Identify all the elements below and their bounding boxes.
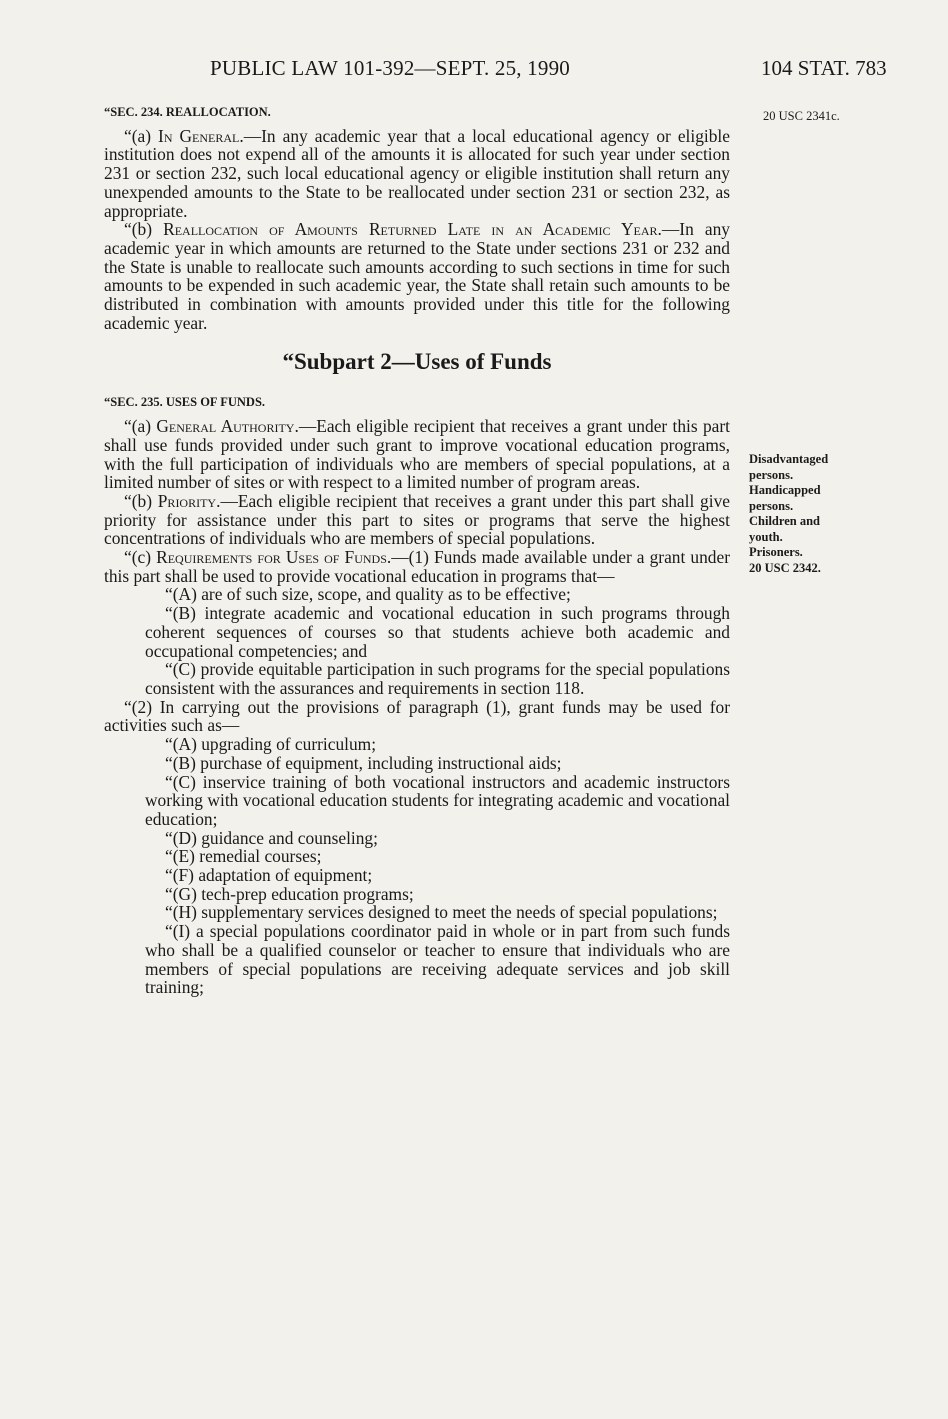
paragraph-text: —In any academic year in which amounts are returned to the State under sections 231 or 232 and the State is unable to reallocate such amounts according to such sections in time for such amounts to be expended in such academic year, the State shall retain such amounts to be distributed in combination with amounts provided under this title for the following academic year. [104, 219, 730, 333]
margin-note-usc-2341c [763, 109, 840, 125]
margin-note-line: Children and [749, 514, 820, 528]
subpart-2-title: “Subpart 2—Uses of Funds [282, 349, 552, 375]
list-item: “(A) are of such size, scope, and quality as to be effective; [165, 584, 571, 605]
section-235-c2-intro: “(2) In carrying out the provisions of paragraph (1), grant funds may be used for activities such as— [104, 696, 730, 736]
margin-note-line: persons. [749, 498, 794, 513]
list-item: “(A) upgrading of curriculum; [165, 734, 377, 755]
margin-note-sec235 [749, 452, 828, 576]
paragraph-label: “(a) [124, 416, 157, 437]
paragraph-label: “(b) [124, 490, 158, 511]
paragraph-caption: Priority. [157, 490, 221, 511]
paragraph-caption: Requirements for Uses of Funds. [156, 547, 392, 568]
section-235-b [104, 492, 730, 548]
paragraph-caption: Reallocation of Amounts Returned Late in an Academic Year. [163, 219, 662, 240]
section-235-heading: “SEC. 235. USES OF FUNDS. [104, 395, 266, 410]
paragraph-label: “(b) [124, 219, 164, 240]
paragraph-text: —(1) Funds made available under a grant under this part shall be used to provide vocational education in programs that— [104, 547, 730, 586]
running-header [0, 56, 948, 86]
section-234-b [104, 220, 730, 332]
main-text-column [104, 103, 730, 997]
list-item: “(I) a special populations coordinator paid in whole or in part from such funds who shall be a qualified counselor or teacher to ensure that individuals who are members of special populations are receiving adequate services and job skill training; [145, 921, 730, 998]
section-235-a [104, 417, 730, 492]
section-235-c [104, 548, 730, 585]
margin-note-text: 20 USC 2341c. [763, 109, 840, 123]
paragraph-text: —Each eligible recipient that receives a grant under this part shall give priority for assistance under this part to sites or programs that serve the highest concentrations of individuals who are members of special populations. [104, 490, 730, 549]
paragraph-caption: In General. [158, 125, 244, 146]
paragraph-label: “(c) [124, 547, 157, 568]
margin-note-line: Handicapped [749, 483, 821, 497]
list-item: “(B) integrate academic and vocational education in such programs through coherent sequences of courses so that students achieve both academic and occupational competencies; and [145, 603, 730, 661]
list-item: “(C) provide equitable participation in such programs for the special populations consistent with the assurances and requirements in section 118. [145, 659, 730, 698]
section-234-a [104, 127, 730, 221]
list-item: “(E) remedial courses; [165, 846, 322, 867]
list-item: “(C) inservice training of both vocational instructors and academic instructors working with vocational education students for integrating academic and vocational education; [145, 771, 730, 829]
margin-note-line: youth. [749, 529, 783, 544]
paragraph-text: —Each eligible recipient that receives a grant under this part shall use funds provided under such grant to improve vocational education programs, with the full participation of individuals who are members of special populations, at a limited number of sites or with respect to a limited number of program areas. [104, 416, 730, 493]
list-item: “(G) tech-prep education programs; [165, 883, 414, 904]
list-item: “(B) purchase of equipment, including instructional aids; [165, 752, 562, 773]
list-item: “(D) guidance and counseling; [165, 827, 378, 848]
margin-note-line: 20 USC 2342. [749, 560, 821, 575]
header-stat-page: 104 STAT. 783 [761, 56, 887, 80]
header-title: PUBLIC LAW 101-392—SEPT. 25, 1990 [210, 56, 570, 80]
paragraph-text: —In any academic year that a local educational agency or eligible institution does not expend all of the amounts it is allocated for such year under section 231 or section 232, such local educational agency or eligible institution shall return any unexpended amounts to the State to be reallocated under section 231 or section 232, as appropriate. [104, 125, 730, 221]
paragraph-caption: General Authority. [156, 416, 299, 437]
margin-note-line: persons. [749, 467, 794, 482]
section-234-heading: “SEC. 234. REALLOCATION. [104, 105, 271, 119]
margin-note-line: Prisoners. [749, 545, 803, 559]
margin-note-line: Disadvantaged [749, 452, 829, 466]
list-item: “(F) adaptation of equipment; [165, 865, 373, 886]
list-item: “(H) supplementary services designed to meet the needs of special populations; [165, 902, 718, 923]
paragraph-label: “(a) [124, 125, 159, 146]
